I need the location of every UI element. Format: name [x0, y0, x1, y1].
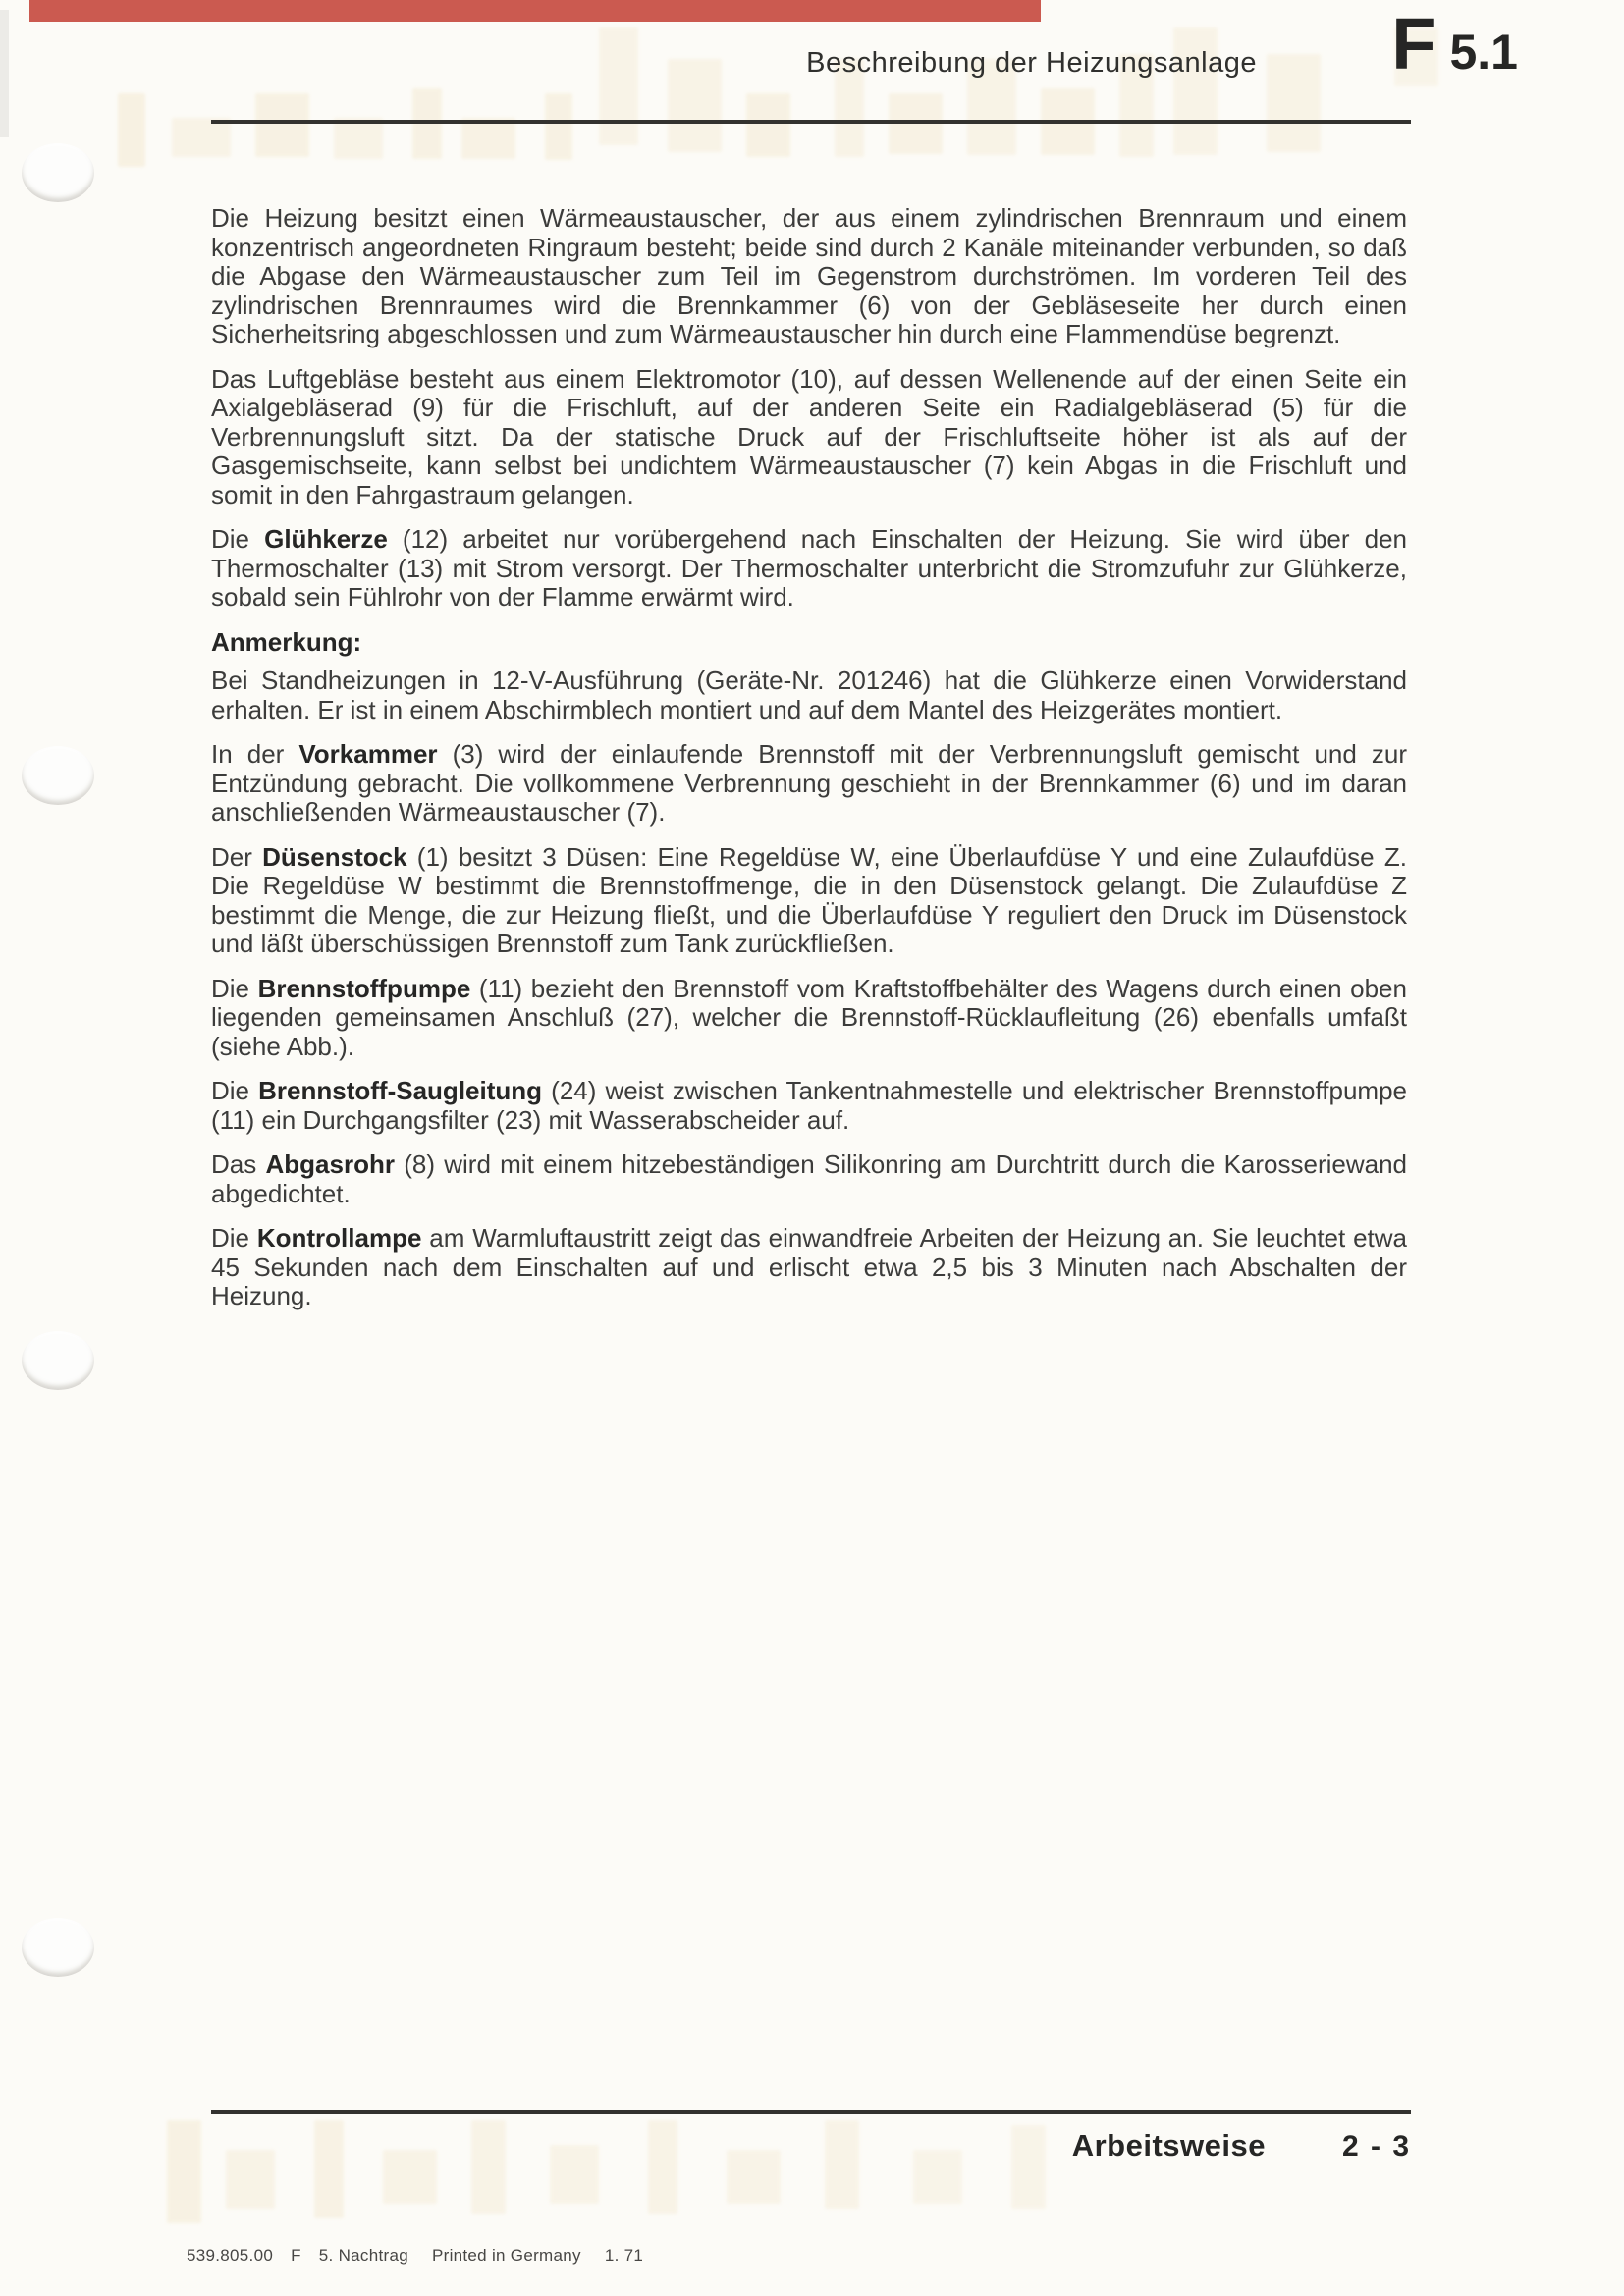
bleed-through-artifact: [383, 2150, 437, 2204]
section-number: 5.1: [1449, 25, 1518, 80]
paragraph: Bei Standheizungen in 12-V-Ausführung (Geräte-Nr. 201246) hat die Glühkerze einen Vorwiderstand erhalten. Er ist in einem Abschirmblech montiert und auf dem Mantel des Heizgerätes montiert.: [211, 666, 1407, 724]
punch-hole: [22, 143, 94, 202]
imprint-section: F: [291, 2246, 301, 2265]
imprint-line: [187, 2246, 667, 2266]
header-rule: [211, 120, 1411, 124]
page-number: 2 - 3: [1341, 2130, 1411, 2163]
punch-hole: [22, 1331, 94, 1390]
footer-section-title: Arbeitsweise: [1071, 2128, 1266, 2163]
bleed-through-artifact: [599, 27, 638, 145]
bleed-through-artifact: [471, 2120, 506, 2214]
bleed-through-artifact: [668, 59, 722, 152]
bleed-through-artifact: [118, 93, 145, 167]
bleed-through-artifact: [412, 88, 442, 159]
bleed-through-artifact: [314, 2120, 344, 2218]
page-title: Beschreibung der Heizungsanlage: [806, 47, 1257, 79]
note-heading: Anmerkung:: [211, 626, 362, 657]
imprint-date: 1. 71: [604, 2246, 644, 2265]
bleed-through-artifact: [461, 118, 515, 159]
footer-row: [1072, 2128, 1411, 2163]
bleed-through-artifact: [167, 2120, 201, 2223]
paragraph: Die Kontrollampe am Warmluftaustritt zeigt das einwandfreie Arbeiten der Heizung an. Sie leuchtet etwa 45 Sekunden nach dem Einschalten auf und erlischt etwa 2,5 bis 3 Minuten nach Abschalten der Heizung.: [211, 1223, 1407, 1310]
punch-hole: [22, 1918, 94, 1977]
section-letter: F: [1391, 3, 1436, 84]
bleed-through-artifact: [727, 2150, 781, 2204]
paragraph: Die Heizung besitzt einen Wärmeaustauscher, der aus einem zylindrischen Brennraum und einem konzentrisch angeordneten Ringraum besteht; beide sind durch 2 Kanäle miteinander verbunden, so daß die Abgase den Wärmeaustauscher zum Teil im Gegenstrom durchströmen. Im vorderen Teil des zylindrischen Brennraumes wird die Brennkammer (6) von der Gebläseseite her durch einen Sicherheitsring abgeschlossen und zum Wärmeaustauscher hin durch eine Flammendüse begrenzt.: [211, 203, 1407, 348]
scan-edge-artifact: [0, 10, 9, 137]
paragraph: Die Brennstoffpumpe (11) bezieht den Brennstoff vom Kraftstoffbehälter des Wagens durch einen oben liegenden gemeinsamen Anschluß (27), welcher die Brennstoff-Rücklaufleitung (26) ebenfalls umfaßt (siehe Abb.).: [211, 973, 1407, 1061]
bleed-through-artifact: [1267, 54, 1321, 152]
bleed-through-artifact: [825, 2120, 859, 2209]
bleed-through-artifact: [1011, 2125, 1046, 2209]
paragraph: Das Luftgebläse besteht aus einem Elektromotor (10), auf dessen Wellenende auf der einen Seite ein Axialgebläserad (9) für die Frischluft, auf der anderen Seite ein Radialgebläserad (5) für die Verbrennungsluft sitzt. Da der statische Druck auf der Frischluftseite höher ist als auf der Gasgemischseite, kann selbst bei undichtem Wärmeaustauscher (7) kein Abgas in die Frischluft und somit in den Fahrgastraum gelangen.: [211, 363, 1407, 509]
section-code: [1391, 3, 1518, 84]
bleed-through-artifact: [334, 118, 383, 159]
paragraph: Die Glühkerze (12) arbeitet nur vorübergehend nach Einschalten der Heizung. Sie wird über den Thermoschalter (13) mit Strom versorgt. Der Thermoschalter unterbricht die Stromzufuhr zur Glühkerze, sobald sein Fühlrohr von der Flamme erwärmt wird.: [211, 524, 1407, 612]
imprint-printed: Printed in Germany: [431, 2246, 581, 2265]
revision-mark-bar: [29, 0, 1041, 22]
bleed-through-artifact: [913, 2150, 962, 2204]
paragraph: Der Düsenstock (1) besitzt 3 Düsen: Eine Regeldüse W, eine Überlaufdüse Y und eine Zulaufdüse Z. Die Regeldüse W bestimmt die Brennstoffmenge, die in den Düsenstock gelangt. Die Zulaufdüse Z bestimmt die Menge, die zur Heizung fließt, und die Überlaufdüse Y reguliert den Druck im Düsenstock und läßt überschüssigen Brennstoff zum Tank zurückfließen.: [211, 841, 1407, 958]
body-text: [211, 204, 1407, 1327]
bleed-through-artifact: [550, 2145, 599, 2204]
imprint-part-code: 539.805.00: [187, 2246, 274, 2265]
bleed-through-artifact: [226, 2150, 275, 2209]
imprint-supplement: 5. Nachtrag: [318, 2246, 408, 2265]
bleed-through-artifact: [172, 118, 231, 157]
bleed-through-artifact: [255, 93, 309, 157]
bleed-through-artifact: [545, 93, 572, 160]
punch-hole: [22, 746, 94, 805]
bleed-through-artifact: [889, 93, 943, 154]
paragraph: Das Abgasrohr (8) wird mit einem hitzebeständigen Silikonring am Durchtritt durch die Karosseriewand abgedichtet.: [211, 1149, 1407, 1208]
bleed-through-artifact: [648, 2120, 677, 2214]
paragraph: Die Brennstoff-Saugleitung (24) weist zwischen Tankentnahmestelle und elektrischer Brennstoffpumpe (11) ein Durchgangsfilter (23) mit Wasserabscheider auf.: [211, 1076, 1407, 1135]
paragraph: In der Vorkammer (3) wird der einlaufende Brennstoff mit der Verbrennungsluft gemischt und zur Entzündung gebracht. Die vollkommene Verbrennung geschieht in der Brennkammer (6) und im daran anschließenden Wärmeaustauscher (7).: [211, 739, 1407, 827]
bleed-through-artifact: [746, 93, 790, 157]
footer-rule: [211, 2110, 1411, 2114]
